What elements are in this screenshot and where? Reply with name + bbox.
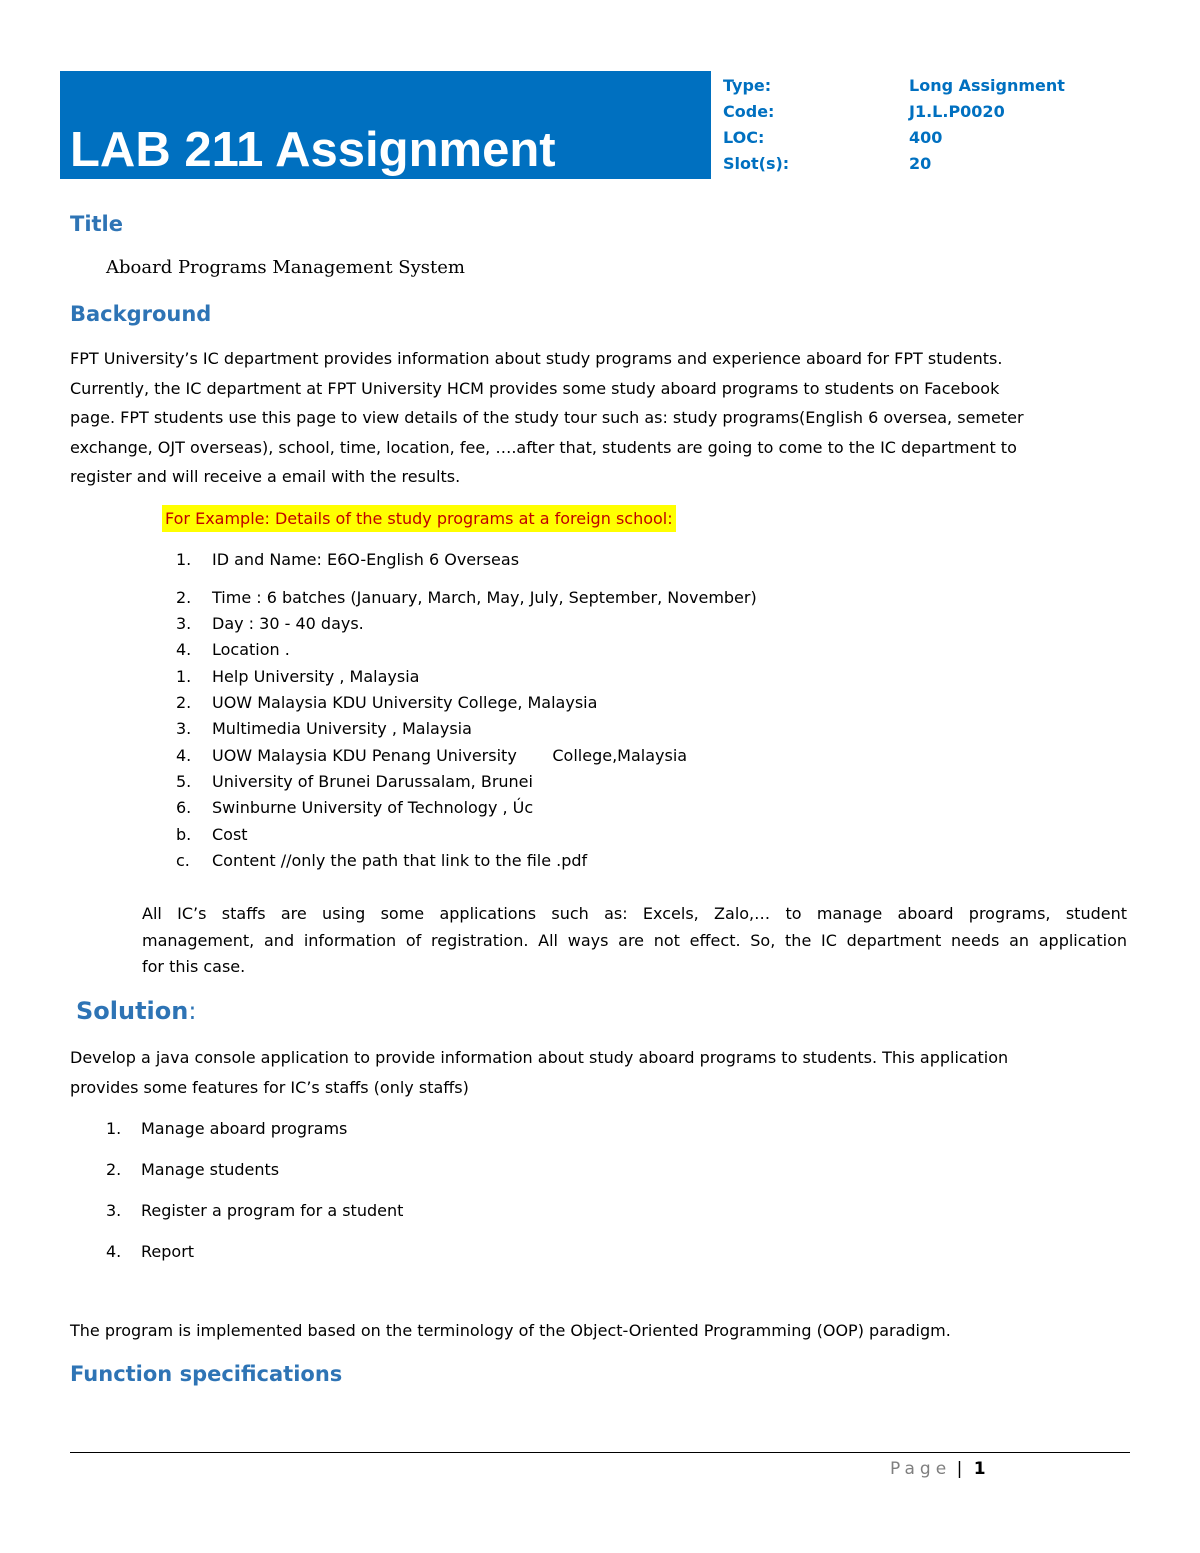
paragraph-line: Currently, the IC department at FPT University HCM provides some study aboard programs to students on Facebook — [70, 378, 1000, 398]
list-number: 3. — [106, 1201, 122, 1220]
list-item — [176, 639, 290, 661]
oop-statement: The program is implemented based on the terminology of the Object-Oriented Programming (OOP) paradigm. — [70, 1321, 951, 1340]
list-item — [176, 797, 533, 819]
list-item — [176, 718, 472, 740]
paragraph-line: page. FPT students use this page to view details of the study tour such as: study programs(English 6 oversea, semeter — [70, 408, 1024, 428]
list-text: Location . — [212, 640, 290, 659]
feature-text: Register a program for a student — [141, 1201, 404, 1220]
list-number: 1. — [106, 1119, 122, 1138]
list-text: Day : 30 - 40 days. — [212, 614, 364, 633]
meta-row-loc — [723, 125, 1143, 151]
list-number: 2. — [176, 693, 192, 712]
list-number: 1. — [176, 550, 192, 569]
feature-text: Report — [141, 1242, 195, 1261]
list-text: Multimedia University , Malaysia — [212, 719, 472, 738]
list-number: 2. — [176, 588, 192, 607]
meta-value: 400 — [909, 128, 943, 147]
list-item — [176, 850, 587, 872]
meta-row-slots — [723, 151, 1143, 177]
list-item — [176, 692, 597, 714]
assignment-meta — [723, 73, 1143, 177]
meta-value: 20 — [909, 154, 932, 173]
feature-text: Manage students — [141, 1160, 280, 1179]
list-text: Swinburne University of Technology , Úc — [212, 798, 534, 817]
staff-paragraph — [142, 901, 1127, 981]
title-heading: Title — [70, 212, 124, 236]
background-paragraph — [70, 344, 1130, 492]
meta-value: J1.L.P0020 — [909, 102, 1005, 121]
list-number: 6. — [176, 798, 192, 817]
list-text: Time : 6 batches (January, March, May, July, September, November) — [212, 588, 757, 607]
list-item — [176, 587, 757, 609]
list-number: b. — [176, 825, 192, 844]
list-text: Cost — [212, 825, 248, 844]
meta-value: Long Assignment — [909, 76, 1065, 95]
meta-label: Type: — [723, 76, 772, 95]
document-title: LAB 211 Assignment — [70, 123, 556, 177]
list-number: c. — [176, 851, 190, 870]
list-text: Help University , Malaysia — [212, 667, 420, 686]
list-number: 5. — [176, 772, 192, 791]
list-text: University of Brunei Darussalam, Brunei — [212, 772, 533, 791]
page-footer — [890, 1459, 986, 1479]
feature-item — [106, 1159, 279, 1181]
solution-heading-text: Solution — [76, 997, 189, 1025]
paragraph-line: provides some features for IC’s staffs (only staffs) — [70, 1077, 469, 1097]
project-title: Aboard Programs Management System — [106, 257, 465, 278]
list-item — [176, 745, 687, 767]
page-separator: | — [956, 1459, 963, 1479]
example-label: For Example: Details of the study programs at a foreign school: — [162, 505, 676, 532]
feature-text: Manage aboard programs — [141, 1119, 348, 1138]
paragraph-line: FPT University’s IC department provides information about study programs and experience aboard for FPT students. — [70, 349, 1003, 368]
paragraph-line: management, and information of registration. All ways are not effect. So, the IC department needs an application — [142, 930, 1127, 950]
solution-paragraph — [70, 1043, 1130, 1102]
meta-row-type — [723, 73, 1143, 99]
list-item — [176, 549, 519, 571]
list-number: 3. — [176, 614, 192, 633]
function-spec-heading: Function specifications — [70, 1362, 343, 1386]
solution-colon: : — [188, 997, 197, 1025]
footer-divider — [70, 1452, 1130, 1453]
page-label: Page — [890, 1459, 952, 1479]
paragraph-line: Develop a java console application to provide information about study aboard programs to students. This application — [70, 1048, 1009, 1067]
solution-heading — [76, 997, 196, 1025]
list-text: UOW Malaysia KDU University College, Malaysia — [212, 693, 598, 712]
list-number: 3. — [176, 719, 192, 738]
list-number: 1. — [176, 667, 192, 686]
list-item — [176, 666, 419, 688]
meta-row-code — [723, 99, 1143, 125]
meta-label: Code: — [723, 102, 775, 121]
list-item — [176, 613, 364, 635]
paragraph-line: for this case. — [142, 957, 246, 976]
list-item — [176, 824, 248, 846]
list-number: 4. — [176, 640, 192, 659]
title-banner — [60, 71, 711, 179]
background-heading: Background — [70, 302, 212, 326]
paragraph-line: register and will receive a email with the results. — [70, 467, 461, 487]
paragraph-line: All IC’s staffs are using some applications such as: Excels, Zalo,… to manage aboard programs, student — [142, 904, 1127, 923]
list-number: 4. — [106, 1242, 122, 1261]
list-item — [176, 771, 533, 793]
list-number: 2. — [106, 1160, 122, 1179]
list-text: UOW Malaysia KDU Penang University College,Malaysia — [212, 746, 688, 765]
paragraph-line: exchange, OJT overseas), school, time, location, fee, ….after that, students are going to come to the IC department to — [70, 437, 1017, 457]
feature-item — [106, 1200, 403, 1222]
list-text: Content //only the path that link to the file .pdf — [212, 851, 588, 870]
meta-label: LOC: — [723, 128, 765, 147]
feature-item — [106, 1118, 347, 1140]
feature-item — [106, 1241, 194, 1263]
page-number: 1 — [973, 1459, 986, 1479]
list-number: 4. — [176, 746, 192, 765]
meta-label: Slot(s): — [723, 154, 790, 173]
list-text: ID and Name: E6O-English 6 Overseas — [212, 550, 520, 569]
